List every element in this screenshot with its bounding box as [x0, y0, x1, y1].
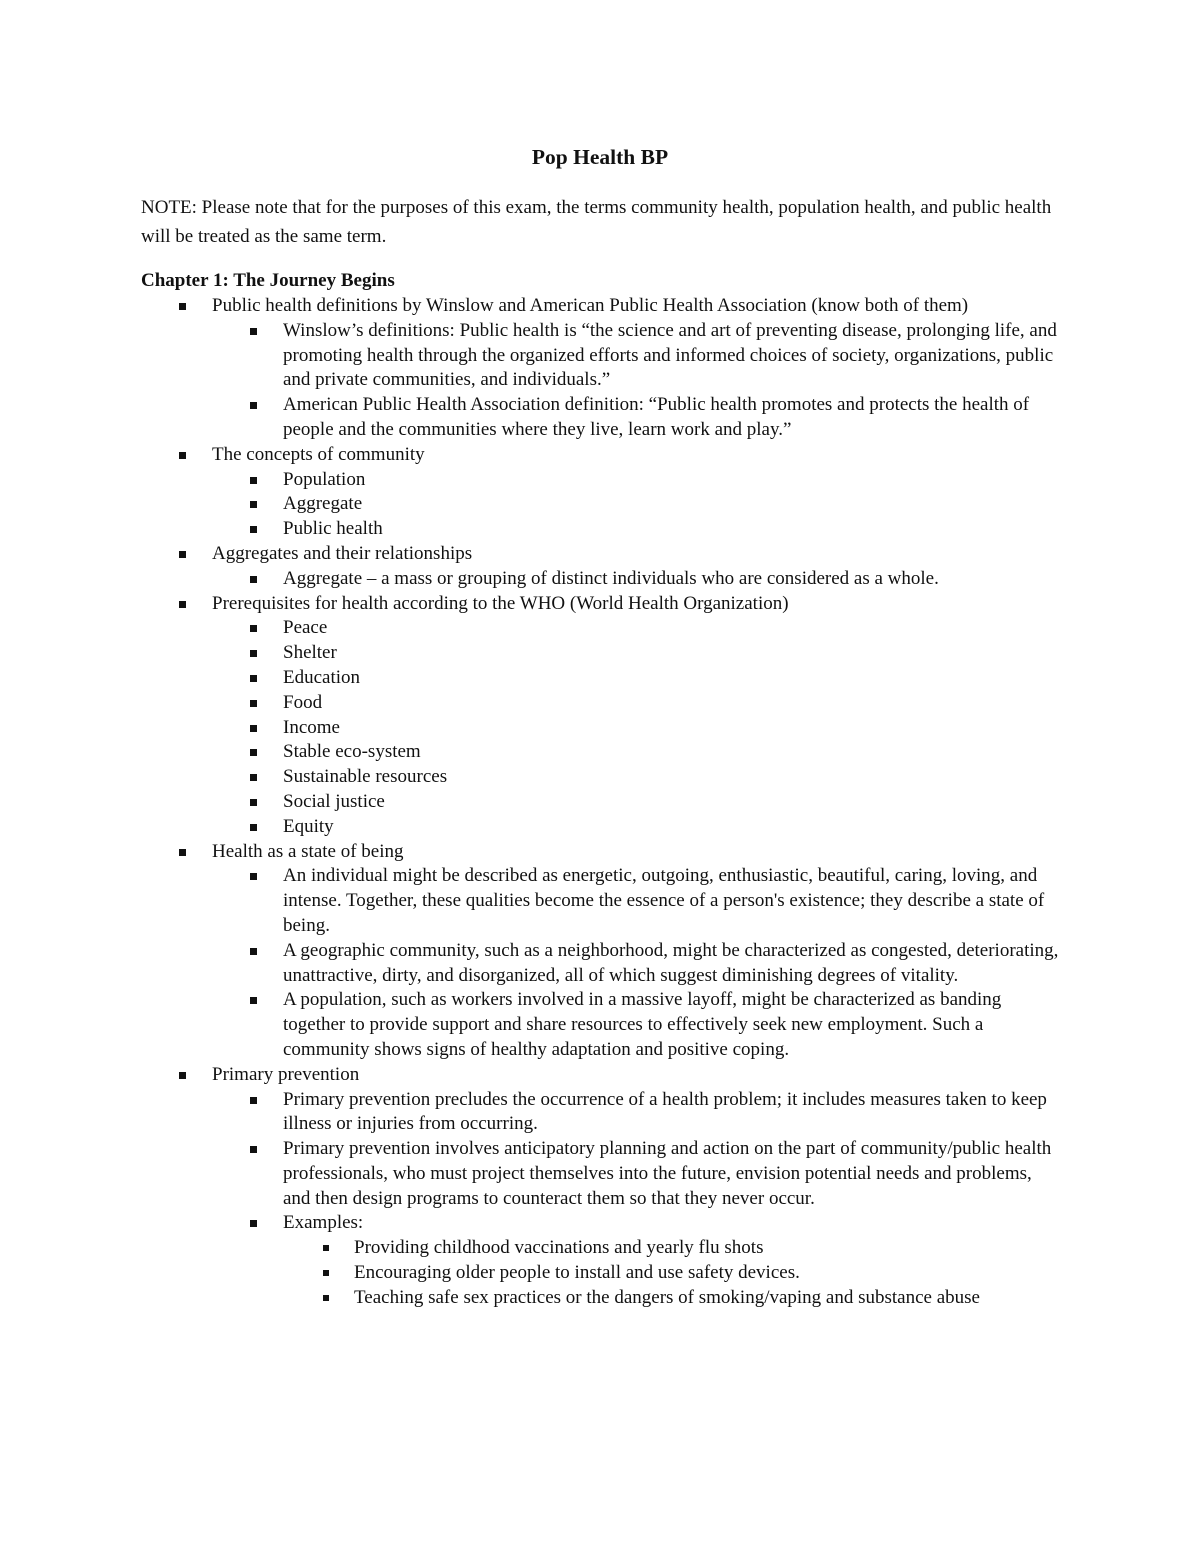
- list-item-text: Food: [283, 691, 323, 713]
- chapter-outline: [141, 294, 1061, 1311]
- square-bullet-icon: [250, 1220, 257, 1227]
- list-item-text: A geographic community, such as a neighborhood, might be characterized as congested, deteriorating, unattractive, dirty, and disorganized, all of which suggest diminishing degrees of vitality.: [283, 939, 1059, 986]
- list-item-text: Aggregate: [283, 493, 363, 515]
- square-bullet-icon: [250, 576, 257, 583]
- list-item-text: Health as a state of being: [212, 840, 404, 862]
- bullet-list-level-2: [212, 468, 1061, 542]
- square-bullet-icon: [250, 700, 257, 707]
- list-item: [283, 567, 1061, 592]
- square-bullet-icon: [250, 501, 257, 508]
- square-bullet-icon: [250, 749, 257, 756]
- square-bullet-icon: [250, 997, 257, 1004]
- list-item: [283, 691, 1061, 716]
- list-item: [283, 492, 1061, 517]
- list-item-text: American Public Health Association definition: “Public health promotes and protects the health of people and the communities where they live, learn work and play.”: [283, 394, 1030, 440]
- square-bullet-icon: [250, 675, 257, 682]
- bullet-list-level-2: [212, 567, 1061, 592]
- list-item: [283, 765, 1061, 790]
- list-item-text: Primary prevention: [212, 1063, 360, 1085]
- square-bullet-icon: [250, 526, 257, 533]
- list-item-text: Encouraging older people to install and use safety devices.: [354, 1262, 800, 1284]
- list-item-text: Examples:: [283, 1212, 364, 1234]
- list-item: [212, 592, 1061, 840]
- list-item: [212, 294, 1061, 443]
- list-item: [283, 716, 1061, 741]
- square-bullet-icon: [179, 452, 186, 459]
- square-bullet-icon: [250, 1146, 257, 1153]
- list-item-text: Education: [283, 666, 361, 688]
- square-bullet-icon: [179, 551, 186, 558]
- list-item-text: Equity: [283, 815, 334, 837]
- square-bullet-icon: [250, 799, 257, 806]
- list-item: [283, 666, 1061, 691]
- list-item-text: Primary prevention precludes the occurrence of a health problem; it includes measures taken to keep illness or injuries from occurring.: [283, 1088, 1047, 1135]
- bullet-list-level-2: [212, 319, 1061, 443]
- list-item-text: Stable eco-system: [283, 741, 421, 763]
- square-bullet-icon: [250, 402, 257, 409]
- square-bullet-icon: [250, 948, 257, 955]
- list-item: [283, 988, 1061, 1062]
- list-item-text: Prerequisites for health according to the WHO (World Health Organization): [212, 592, 789, 614]
- exam-note: NOTE: Please note that for the purposes of this exam, the terms community health, population health, and public health will be treated as the same term.: [141, 197, 1052, 247]
- list-item: [283, 641, 1061, 666]
- square-bullet-icon: [179, 601, 186, 608]
- bullet-list-level-2: [212, 864, 1061, 1062]
- list-item-text: Providing childhood vaccinations and yearly flu shots: [354, 1237, 764, 1259]
- list-item-text: Income: [283, 716, 340, 738]
- square-bullet-icon: [179, 849, 186, 856]
- square-bullet-icon: [250, 873, 257, 880]
- list-item-text: Public health: [283, 518, 383, 540]
- square-bullet-icon: [250, 477, 257, 484]
- list-item: [283, 1088, 1061, 1138]
- list-item: [212, 840, 1061, 1063]
- list-item-text: A population, such as workers involved in a massive layoff, might be characterized as banding together to provide support and share resources to effectively seek new employment. Such a community shows signs of healthy adaptation and positive coping.: [283, 989, 1002, 1060]
- square-bullet-icon: [250, 625, 257, 632]
- list-item: [283, 1211, 1061, 1310]
- list-item-text: Shelter: [283, 642, 337, 664]
- list-item: [283, 468, 1061, 493]
- list-item-text: Sustainable resources: [283, 766, 448, 788]
- list-item: [283, 815, 1061, 840]
- list-item: [283, 1137, 1061, 1211]
- list-item: [283, 740, 1061, 765]
- square-bullet-icon: [250, 824, 257, 831]
- list-item: [283, 517, 1061, 542]
- list-item-text: The concepts of community: [212, 443, 425, 465]
- chapter-heading: Chapter 1: The Journey Begins: [141, 270, 395, 291]
- list-item: [283, 790, 1061, 815]
- list-item: [354, 1236, 1061, 1261]
- square-bullet-icon: [179, 1072, 186, 1079]
- square-bullet-icon: [323, 1295, 329, 1301]
- square-bullet-icon: [250, 328, 257, 335]
- list-item: [212, 443, 1061, 542]
- list-item: [354, 1286, 1061, 1311]
- list-item: [354, 1261, 1061, 1286]
- list-item-text: Population: [283, 468, 366, 490]
- list-item: [283, 393, 1061, 443]
- list-item-text: Public health definitions by Winslow and American Public Health Association (know both of them): [212, 295, 969, 316]
- list-item: [283, 319, 1061, 393]
- list-item: [283, 939, 1061, 989]
- bullet-list-level-1: [141, 294, 1061, 1311]
- square-bullet-icon: [323, 1245, 329, 1251]
- list-item-text: Primary prevention involves anticipatory planning and action on the part of community/public health professionals, who must project themselves into the future, envision potential needs and problems, and then design programs to counteract them so that they never occur.: [283, 1138, 1052, 1209]
- bullet-list-level-3: [283, 1236, 1061, 1310]
- square-bullet-icon: [323, 1270, 329, 1276]
- square-bullet-icon: [179, 303, 186, 310]
- square-bullet-icon: [250, 1097, 257, 1104]
- bullet-list-level-2: [212, 1088, 1061, 1311]
- list-item-text: Social justice: [283, 790, 385, 812]
- bullet-list-level-2: [212, 616, 1061, 839]
- list-item-text: An individual might be described as energetic, outgoing, enthusiastic, beautiful, caring, loving, and intense. Together, these qualities become the essence of a person's existence; they describe a state of being.: [283, 865, 1045, 936]
- document-title: Pop Health BP: [531, 145, 669, 169]
- square-bullet-icon: [250, 725, 257, 732]
- square-bullet-icon: [250, 774, 257, 781]
- square-bullet-icon: [250, 650, 257, 657]
- list-item: [283, 616, 1061, 641]
- list-item: [212, 542, 1061, 592]
- list-item-text: Aggregates and their relationships: [212, 542, 473, 564]
- list-item: [283, 864, 1061, 938]
- list-item: [212, 1063, 1061, 1311]
- list-item-text: Aggregate – a mass or grouping of distinct individuals who are considered as a whole.: [283, 567, 939, 589]
- list-item-text: Teaching safe sex practices or the dangers of smoking/vaping and substance abuse: [354, 1286, 980, 1308]
- list-item-text: Winslow’s definitions: Public health is “the science and art of preventing disease, prolonging life, and promoting health through the organized efforts and informed choices of society, organizations, public and private communities, and individuals.”: [283, 319, 1057, 391]
- list-item-text: Peace: [283, 617, 328, 639]
